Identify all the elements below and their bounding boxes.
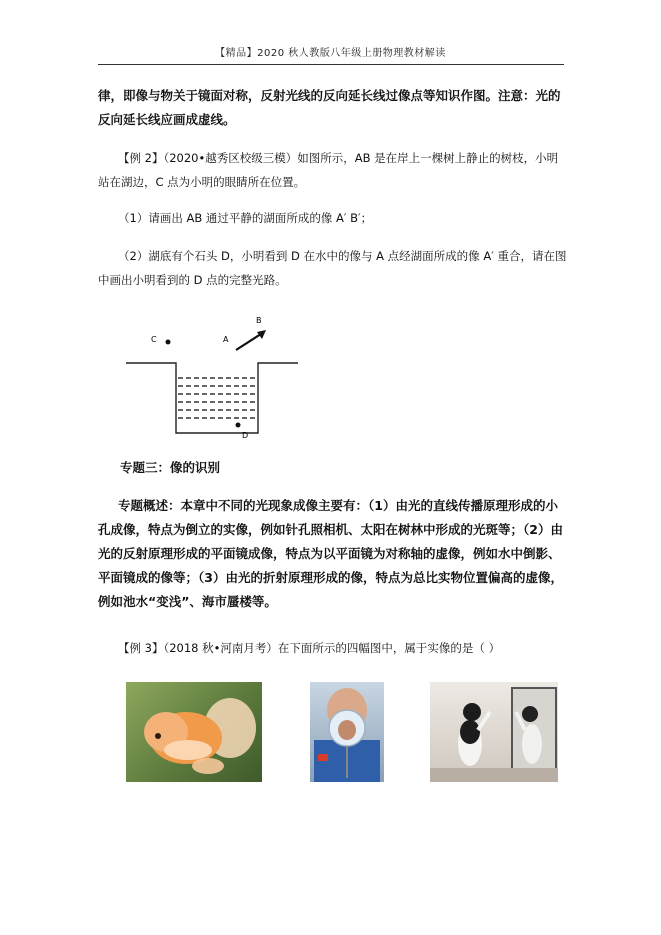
example3-question: 【例 3】（2018 秋•河南月考）在下面所示的四幅图中，属于实像的是（ ） [118, 641, 501, 655]
example2-lead: 【例 2】（2020•越秀区校级三模）如图所示，AB 是在岸上一棵树上静止的树枝，小明站在湖边，C 点为小明的眼睛所在位置。 [98, 151, 559, 189]
example2-question-2: （2）湖底有个石头 D，小明看到 D 在水中的像与 A 点经湖面所成的像 A′ 重合，请在图中画出小明看到的 D 点的完整光路。 [98, 249, 567, 287]
water-lines [178, 378, 256, 418]
point-d [236, 423, 241, 428]
topic3-heading: 专题三：像的识别 [120, 460, 221, 475]
goldfish-eye [155, 733, 161, 739]
goldfish-fin [192, 758, 224, 774]
example2-question-1: （1）请画出 AB 通过平静的湖面所成的像 A′ B′； [118, 211, 373, 225]
photo-cat-mirror [430, 682, 558, 782]
cat-head [463, 703, 481, 721]
point-c [166, 340, 171, 345]
label-b: B [256, 316, 262, 325]
lake-diagram [126, 312, 326, 442]
page-header: 【精品】2020 秋人教版八年级上册物理教材解读 [215, 48, 446, 59]
overview-paragraph: 专题概述：本章中不同的光现象成像主要有：（1）由光的直线传播原理形成的小孔成像，特点为倒立的实像，例如针孔照相机、太阳在树林中形成的光斑等；（2）由光的反射原理形成的平面镜成像，特点为以平面镜为对称轴的虚像，例如水中倒影、平面镜成的像等；（3）由光的折射原理形成的像，特点为总比实物位置偏高的虚像，例如池水“变浅”、海市蜃楼等。 [98, 498, 563, 609]
goldfish-belly [164, 740, 212, 760]
label-d: D [242, 431, 249, 440]
photo-goldfish [126, 682, 262, 782]
label-c: C [151, 335, 157, 344]
intro-paragraph: 律，即像与物关于镜面对称，反射光线的反向延长线过像点等知识作图。注意：光的反向延长线应画成虚线。 [98, 88, 561, 127]
header-rule [98, 64, 564, 65]
cat-back-patch [460, 720, 480, 744]
photo-water-ball [310, 682, 384, 782]
label-a: A [223, 335, 229, 344]
water-ball-image [338, 720, 356, 740]
reflected-cat-head [522, 706, 538, 722]
floor [430, 768, 558, 782]
flag-patch [318, 754, 328, 761]
lake-outline [126, 363, 298, 433]
